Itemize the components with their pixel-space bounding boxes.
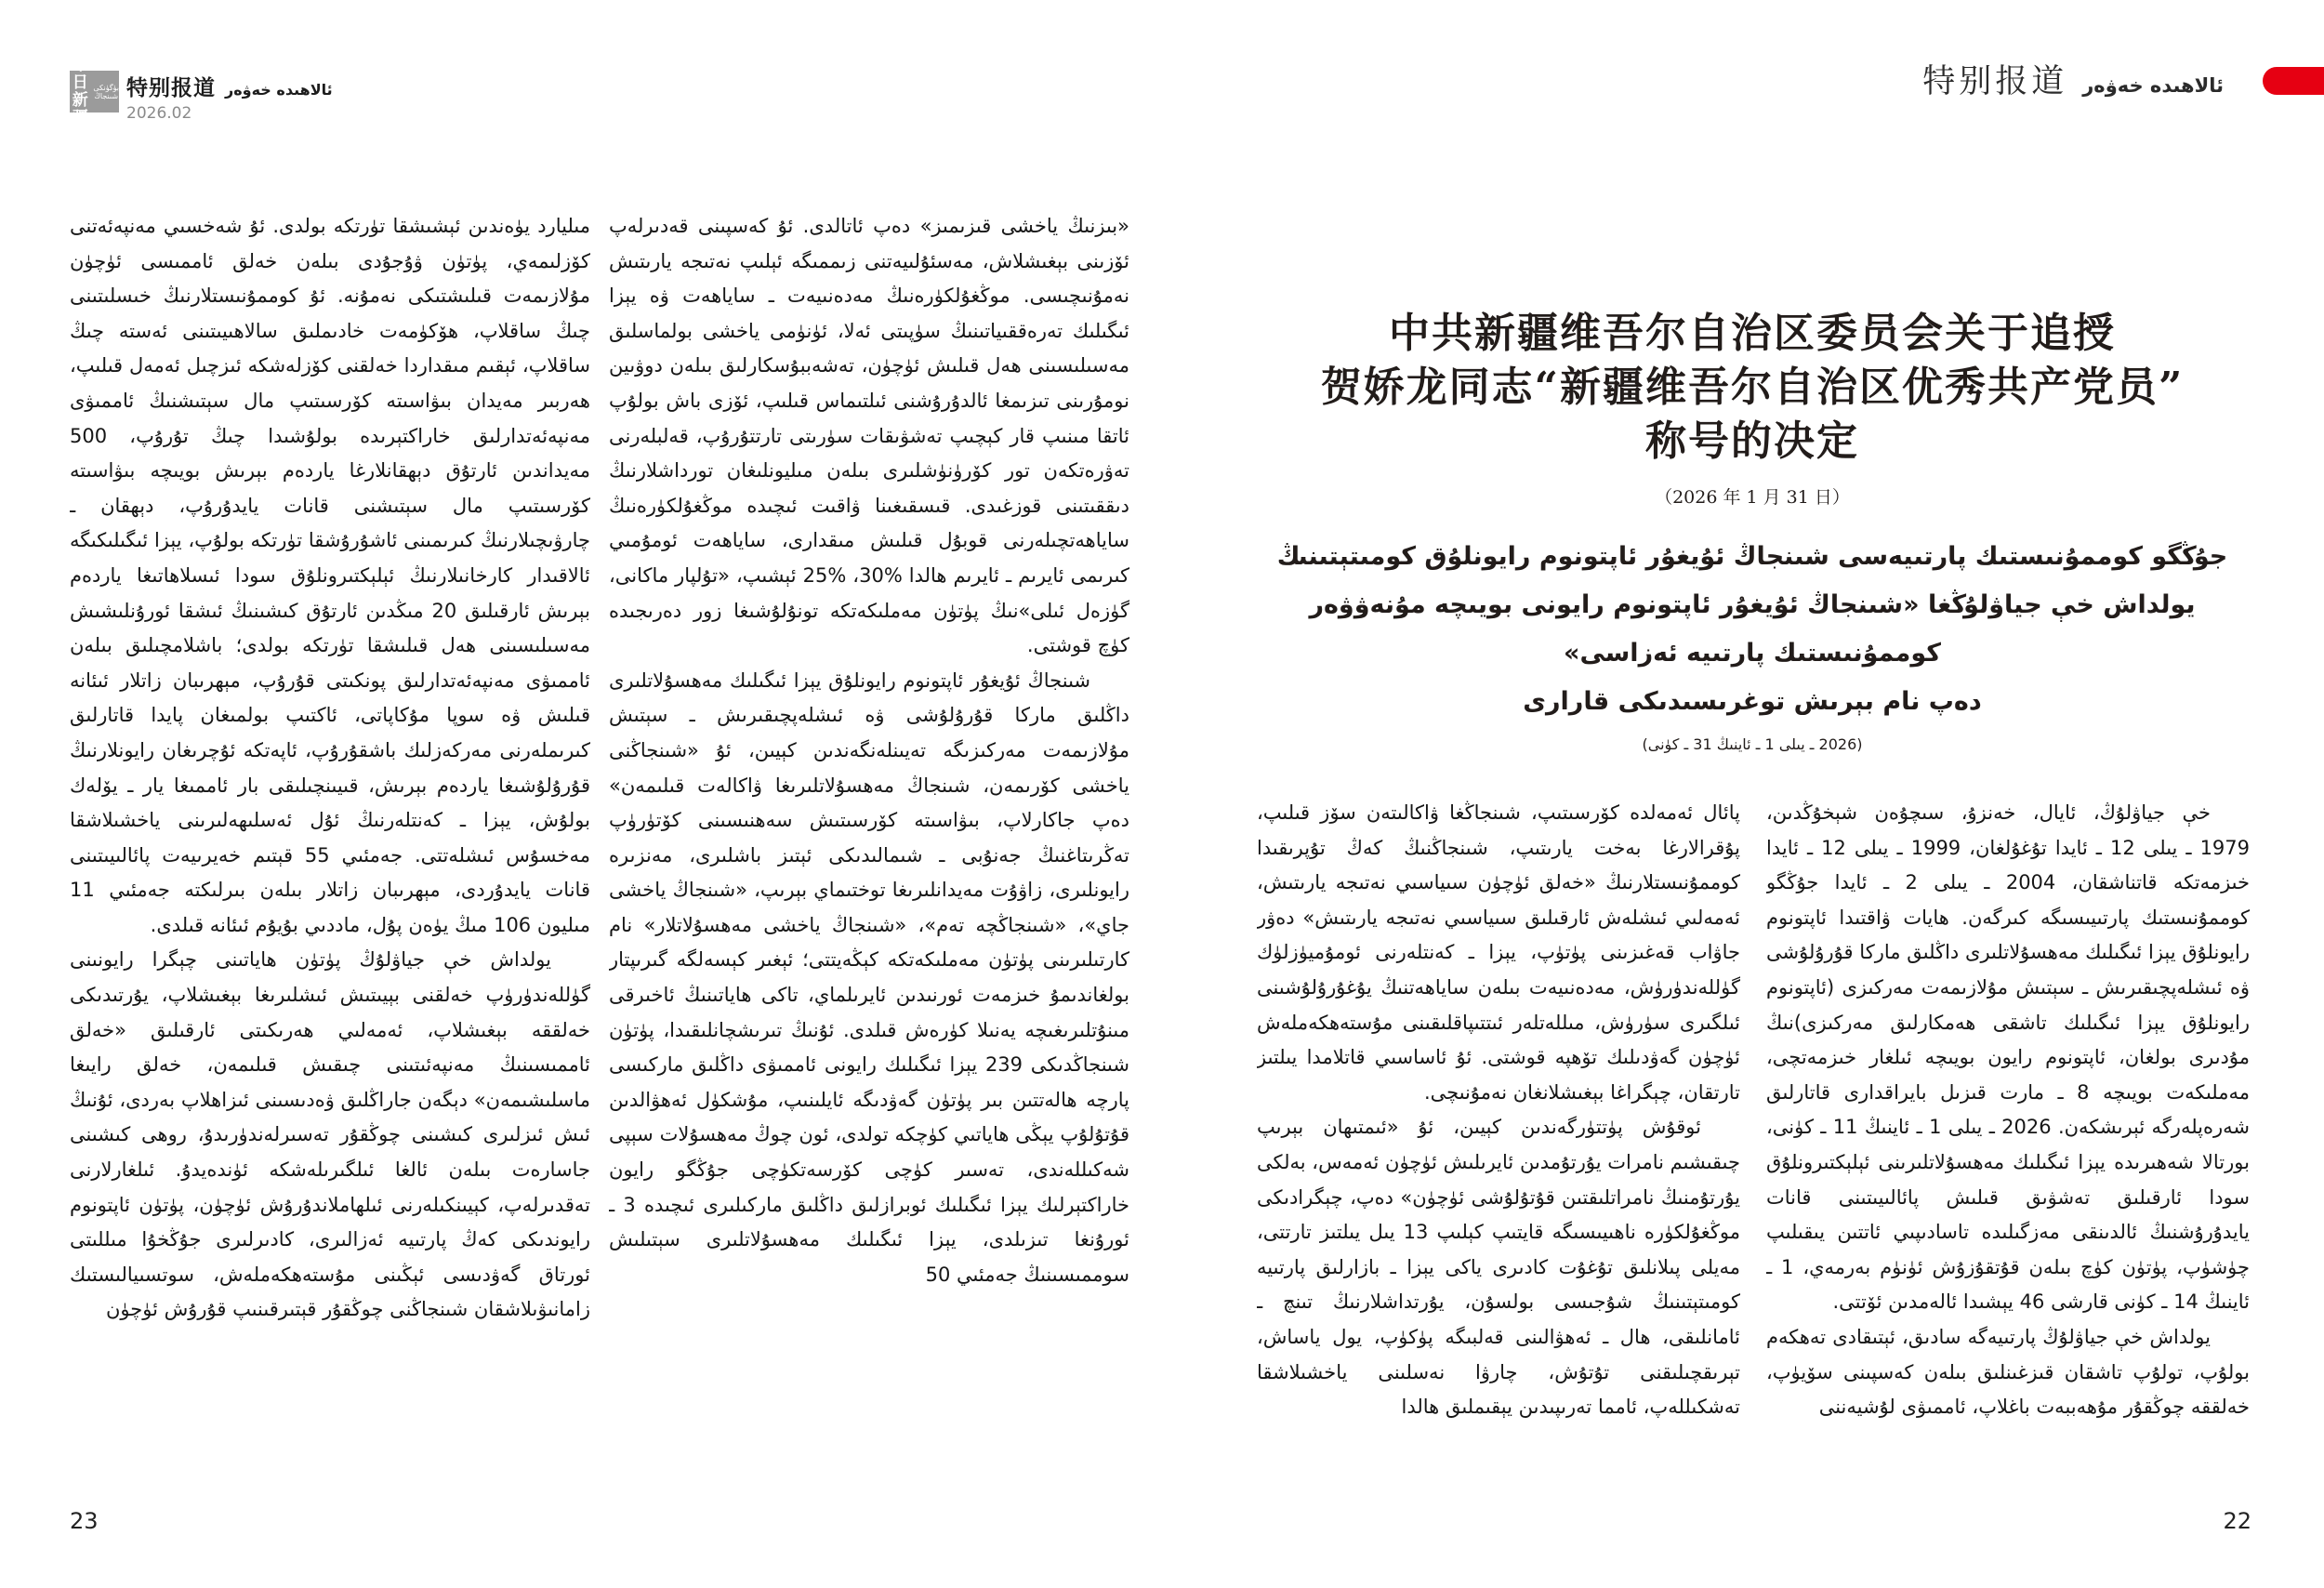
magazine-logo [70,55,119,127]
headline-ug-line: جۇڭگو كوممۇنىستىك پارتىيەسى شىنجاڭ ئۇيغۇر ئاپتونوم رايونلۇق كومىتېتىنىڭ [1276,542,2228,571]
section-title-cn: 特别报道 [126,76,216,100]
section-title-ug: ئالاھىدە خەۋەر [225,81,333,99]
body-paragraph: پائال ئەمەلدە كۆرسىتىپ، شىنجاڭغا ۋاكالىتەن سۆز قىلىپ، پۇقرالارغا بەخت يارىتىپ، شىنجاڭنىڭ كەڭ تۇپرىقىدا كوممۇنىستلارنىڭ «خەلق ئۈچۈن سىياسىي نەتىجە يارىتىش، ئەمەلىي ئىشلەش ئارقىلىق سىياسىي نەتىجە يارىتىش» دەۋر جاۋاب قەغىزىنى پۈتۈپ، يېزا ـ كەنتلەرنى ئومۇميۈزلۈك گۈللەندۈرۈش، مەدەنىيەت بىلەن ساياھەتنىڭ يۇغۇرۇلۇشىنى ئىلگىرى سۈرۈش، مىللەتلەر ئىتتىپاقلىقىنى مۇستەھكەملەش ئۈچۈن گەۋدىلىك تۆھپە قوشتى. ئۇ ئاساسىي قاتلامدا يىلتىز تارتقان، چېگراغا بېغىشلانغان نەمۇنىچى. [1257,801,1740,1104]
headline-cn-line: 称号的决定 [1645,417,1859,465]
page-number-right: 22 [2223,1508,2251,1534]
issue-date: 2026.02 [126,104,192,123]
running-head-left [70,55,333,127]
body-paragraph: يولداش خې جياۋلۇڭ پارتىيەگە سادىق، ئېتىقادى تەھكەم بولۇپ، تولۇپ تاشقان قىزغىنلىق بىلەن كەسپىنى سۆيۈپ، خەلققە چوڭقۇر مۇھەببەت باغلاپ، ئاممىۋى لۇشيەننى [1766,1325,2250,1419]
section-title-cn: 特别报道 [1922,63,2068,100]
red-tab-bar [2263,67,2324,95]
headline-cn-line: 中共新疆维吾尔自治区委员会关于追授 [1389,310,2116,357]
headline-cn-line: 贺娇龙同志“新疆维吾尔自治区优秀共产党员” [1320,364,2185,411]
body-paragraph: «بىزنىڭ ياخشى قىزىمىز» دەپ ئاتالدى. ئۇ كەسپىنى قەدىرلەپ ئۆزىنى بېغىشلاش، مەسئۇلىيەتنى زىممىگە ئېلىپ نەتىجە يارىتىش نەمۇنىچىسى. موڭغۇلكۈرەنىڭ مەدەنىيەت ـ ساياھەت ۋە يېزا ئىگىلىك تەرەققىياتىنىڭ سۈپىتى ئەلا، ئۈنۈمى ياخشى بولماسلىق مەسىلىسىنى ھەل قىلىش ئۈچۈن، تەشەببۇسكارلىق بىلەن دوۋىين نومۇرىنى تىزىمغا ئالدۇرۇشنى ئىلتىماس قىلىپ، ئۆزى باش بولۇپ ئاتقا مىنىپ قار كېچىپ تەشۋىقات سۈرىتى تارتتۇرۇپ، قەلبلەرنى تەۋرەتكەن تور كۆرۈنۈشلىرى بىلەن مىليونلىغان تورداشلارنىڭ دىققىتىنى قوزغىدى. قىسقىغىنا ۋاقىت ئىچىدە موڭغۇلكۈرەنىڭ ساياھەتچىلەرنى قوبۇل قىلىش مىقدارى، ساياھەت ئومۇمىي كىرىمى ئايرىم ـ ئايرىم ھالدا %30، %25 ئېشىپ، «تۇلپار ماكانى، گۈزەل ئىلى»نىڭ پۈتۈن مەملىكەتكە تونۇلۇشىغا زور دەرىجىدە كۈچ قوشتى. [609,215,1129,657]
right-page-outer-column [1766,796,2250,1484]
body-paragraph: شىنجاڭ ئۇيغۇر ئاپتونوم رايونلۇق يېزا ئىگىلىك مەھسۇلاتلىرى داڭلىق ماركا قۇرۇلۇشى ۋە ئىشلەپچىقىرىش ـ سېتىش مۇلازىمەت مەركىزىگە تەيىنلەنگەندىن كېيىن، ئۇ «شىنجاڭنى ياخشى كۆرىمەن، شىنجاڭ مەھسۇلاتلىرىغا ۋاكالەت قىلىمەن» دەپ جاكارلاپ، بىۋاسىتە كۆرسىتىش سەھنىسىنى كۆتۈرۈپ تەڭرىتاغنىڭ جەنۇبى ـ شىمالىدىكى ئېتىز باشلىرى، مەنزىرە رايونلىرى، زاۋۇت مەيدانلىرىغا توختىماي بېرىپ، «شىنجاڭ ياخشى جاي»، «شىنجاڭچە تەم»، «شىنجاڭ ياخشى مەھسۇلاتلار» نام كارتىلىرىنى پۈتۈن مەملىكەتكە كېڭەيتتى؛ ئېغىر كېسەلگە گىرىپتار بولغاندىمۇ خىزمەت ئورنىدىن ئايرىلماي، تاكى ھاياتىنىڭ ئاخىرقى مىنۇتلىرىغىچە يەنىلا كۈرەش قىلدى. ئۇنىڭ تىرىشچانلىقىدا، پۈتۈن شىنجاڭدىكى 239 يېزا ئىگىلىك رايونى ئاممىۋى داڭلىق ماركىسى پارچە ھالەتتىن بىر پۈتۈن گەۋدىگە ئايلىنىپ، مۇشكۈل ئەھۋالدىن قۇتۇلۇپ يېڭى ھاياتىي كۈچكە تولدى، ئون چوڭ مەھسۇلات سېپى شەكىللەندى، تەسىر كۈچى كۆرسەتكۈچى جۇڭگو رايون خاراكتېرلىك يېزا ئىگىلىك ئوبرازلىق داڭلىق ماركىلىرى ئىچىدە 3 ـ ئورۇنغا تىزىلدى، يېزا ئىگىلىك مەھسۇلاتلىرى سېتىلىش سوممىسىنىڭ جەمئىي 50 [609,668,1129,1286]
headline-cn-date: （2026 年 1 月 31 日） [1655,487,1850,508]
body-paragraph: مىليارد يۈەندىن ئېشىشقا تۈرتكە بولدى. ئۇ شەخسىي مەنپەئەتنى كۆزلىمەي، پۈتۈن ۋۇجۇدى بىلەن خەلق ئاممىسى ئۈچۈن مۇلازىمەت قىلىشتىكى نەمۇنە. ئۇ كوممۇنىستلارنىڭ خىسلىتىنى چىڭ ساقلاپ، ھۆكۈمەت خادىملىق سالاھىيىتىنى ئەستە چىڭ ساقلاپ، ئېقىم مىقداردا خەلقنى كۆزلەشكە ئىزچىل ئەمەل قىلىپ، ھەربىر مەيدان بىۋاسىتە كۆرسىتىپ مال سېتىشنىڭ ئاممىۋى مەنپەئەتدارلىق خاراكتېرىدە بولۇشىدا چىڭ تۇرۇپ، 500 مەيداندىن ئارتۇق دېھقانلارغا ياردەم بېرىش بويىچە بىۋاسىتە كۆرسىتىپ مال سېتىشنى قانات يايدۇرۇپ، دېھقان ـ چارۋىچىلارنىڭ كىرىمىنى ئاشۇرۇشقا تۈرتكە بولۇپ، يېزا ئىگىلىكىگە ئالاقىدار كارخانىلارنىڭ ئېلېكتىرونلۇق سودا ئىسلاھاتىغا ياردەم بېرىش ئارقىلىق 20 مىڭدىن ئارتۇق كىشىنىڭ ئىشقا ئورۇنلىشىش مەسىلىسىنى ھەل قىلىشقا تۈرتكە بولدى؛ باشلامچىلىق بىلەن ئاممىۋى مەنپەئەتدارلىق پونكىتى قۇرۇپ، مېھرىبان زاتلار ئىئانە قىلىش ۋە سوپا مۇكاپاتى، ئاكتىپ بولمىغان پايدا قاتارلىق كىرىملەرنى مەركەزلىك باشقۇرۇپ، ئاپەتكە ئۇچرىغان رايونلارنىڭ قۇرۇلۇشىغا ياردەم بېرىش، قىيىنچىلىقى بار ئاممىغا يار ـ يۆلەك بولۇش، يېزا ـ كەنتلەرنىڭ ئۇل ئەسلىھەلىرىنى ياخشىلاشقا مەخسۇس ئىشلەتتى. جەمئىي 55 قېتىم خەيرىيەت پائالىيىتىنى قانات يايدۇردى، مېھرىبان زاتلار بىلەن بىرلىكتە جەمئىي 11 مىليون 106 مىڭ يۈەن پۇل، ماددىي بۇيۇم ئىئانە قىلدى. [70,215,590,936]
left-page-right-column [609,209,1129,1481]
running-head-right [1922,56,2224,102]
article-headline [1255,307,2250,753]
page-number-left: 23 [70,1508,99,1534]
body-paragraph: خې جياۋلۇڭ، ئايال، خەنزۇ، سىچۇەن شېخۇڭدىن، 1979 ـ يىلى 12 ـ ئايدا تۇغۇلغان، 1999 ـ يىلى 12 ـ ئايدا خىزمەتكە قاتناشقان، 2004 ـ يىلى 2 ـ ئايدا جۇڭگو كوممۇنىستىك پارتىيىسىگە كىرگەن. ھايات ۋاقتىدا ئاپتونوم رايونلۇق يېزا ئىگىلىك مەھسۇلاتلىرى داڭلىق ماركا قۇرۇلۇشى ۋە ئىشلەپچىقىرىش ـ سېتىش مۇلازىمەت مەركىزى (ئاپتونوم رايونلۇق يېزا ئىگىلىك تاشقى ھەمكارلىق مەركىزى)نىڭ مۇدىرى بولغان، ئاپتونوم رايون بويىچە ئىلغار خىزمەتچى، مەملىكەت بويىچە 8 ـ مارت قىزىل بايراقدارى قاتارلىق شەرەپلەرگە ئېرىشكەن. 2026 ـ يىلى 1 ـ ئاينىڭ 11 ـ كۈنى، بورتالا شەھىرىدە يېزا ئىگىلىك مەھسۇلاتلىرىنى ئېلېكتىرونلۇق سودا ئارقىلىق تەشۋىق قىلىش پائالىيىتىنى قانات يايدۇرۇشنىڭ ئالدىنقى مەزگىلىدە تاسادىپىي ئاتتىن يىقىلىپ چۈشۈپ، پۈتۈن كۈچ بىلەن قۇتقۇزۇش ئۈنۈم بەرمەي، 1 ـ ئاينىڭ 14 ـ كۈنى قارشى 46 يېشىدا ئالەمدىن ئۆتتى. [1766,801,2250,1314]
body-paragraph: يولداش خې جياۋلۇڭ پۈتۈن ھاياتىنى چېگرا رايونىنى گۈللەندۈرۈپ خەلقنى بېيىتىش ئىشلىرىغا بېغىشلاپ، يۇرتىدىكى خەلققە بېغىشلاپ، ئەمەلىي ھەرىكىتى ئارقىلىق «خەلق ئاممىسىنىڭ مەنپەئىتىنى چىقىش قىلىمەن، خەلق رايىغا ماسلىشىمەن» دېگەن جاراڭلىق ۋەدىسىنى ئىزاھلاپ بەردى، ئۇنىڭ ئىش ئىزلىرى كىشىنى چوڭقۇر تەسىرلەندۈرىدۇ، روھى كىشىنى جاسارەت بىلەن ئالغا ئىلگىرىلەشكە ئۈندەيدۇ. ئىلغارلارنى تەقدىرلەپ، كېيىنكىلەرنى ئىلھاملاندۇرۇش ئۈچۈن، پۈتۈن ئاپتونوم رايوندىكى كەڭ پارتىيە ئەزالىرى، كادىرلىرى جۇڭخۇا مىللىتى ئورتاق گەۋدىسى ئېڭىنى مۇستەھكەملەش، سوتسىيالىستىك زامانىۋىلاشقان شىنجاڭنى چوڭقۇر قېتىرقىنىپ قۇرۇش ئۈچۈن [70,948,590,1321]
right-page-inner-column [1257,796,1740,1499]
headline-ug-date: (2026 ـ يىلى 1 ـ ئاينىڭ 31 ـ كۈنى) [1642,735,1863,753]
body-paragraph: ئوقۇش پۈتتۈرگەندىن كېيىن، ئۇ «ئىمتىھان بېرىپ چىقىشىم نامرات يۇرتۇمدىن ئايرىلىش ئۈچۈن ئەمەس، بەلكى يۇرتۇمنىڭ نامراتلىقتىن قۇتۇلۇشى ئۈچۈن» دەپ، چېگرادىكى موڭغۇلكۈرە ناھىيىسىگە قايتىپ كېلىپ 13 يىل يىلتىز تارتتى، مەيلى پىلانلىق تۇغۇت كادىرى ياكى يېزا ـ بازارلىق پارتىيە كومىتېتىنىڭ شۇجىسى بولسۇن، يۇرتداشلارنىڭ تىنچ ـ ئامانلىقى، ھال ـ ئەھۋالىنى قەلبىگە پۈكۈپ، يول ياساش، تېرىقچىلىقنى تۇتۇش، چارۋا نەسلىنى ياخشىلاشقا تەشكىللەپ، ئامما تەرىپىدىن يېقىملىق ھالدا [1257,1116,1740,1419]
section-title-ug: ئالاھىدە خەۋەر [2082,74,2224,97]
headline-ug-line: يولداش خې جياۋلۇڭغا «شىنجاڭ ئۇيغۇر ئاپتونوم رايونى بويىچە مۇنەۋۋەر كوممۇنىستىك پارتىيە ئەزاسى» [1309,590,2196,668]
logo-cn-text: 今日 新疆 [72,55,88,127]
logo-uyghur-text: بۈگۈنكى شىنجاڭ [93,83,119,100]
headline-ug-line: دەپ نام بېرىش توغرىسىدىكى قارارى [1523,687,1982,716]
left-page-left-column [70,209,590,1503]
